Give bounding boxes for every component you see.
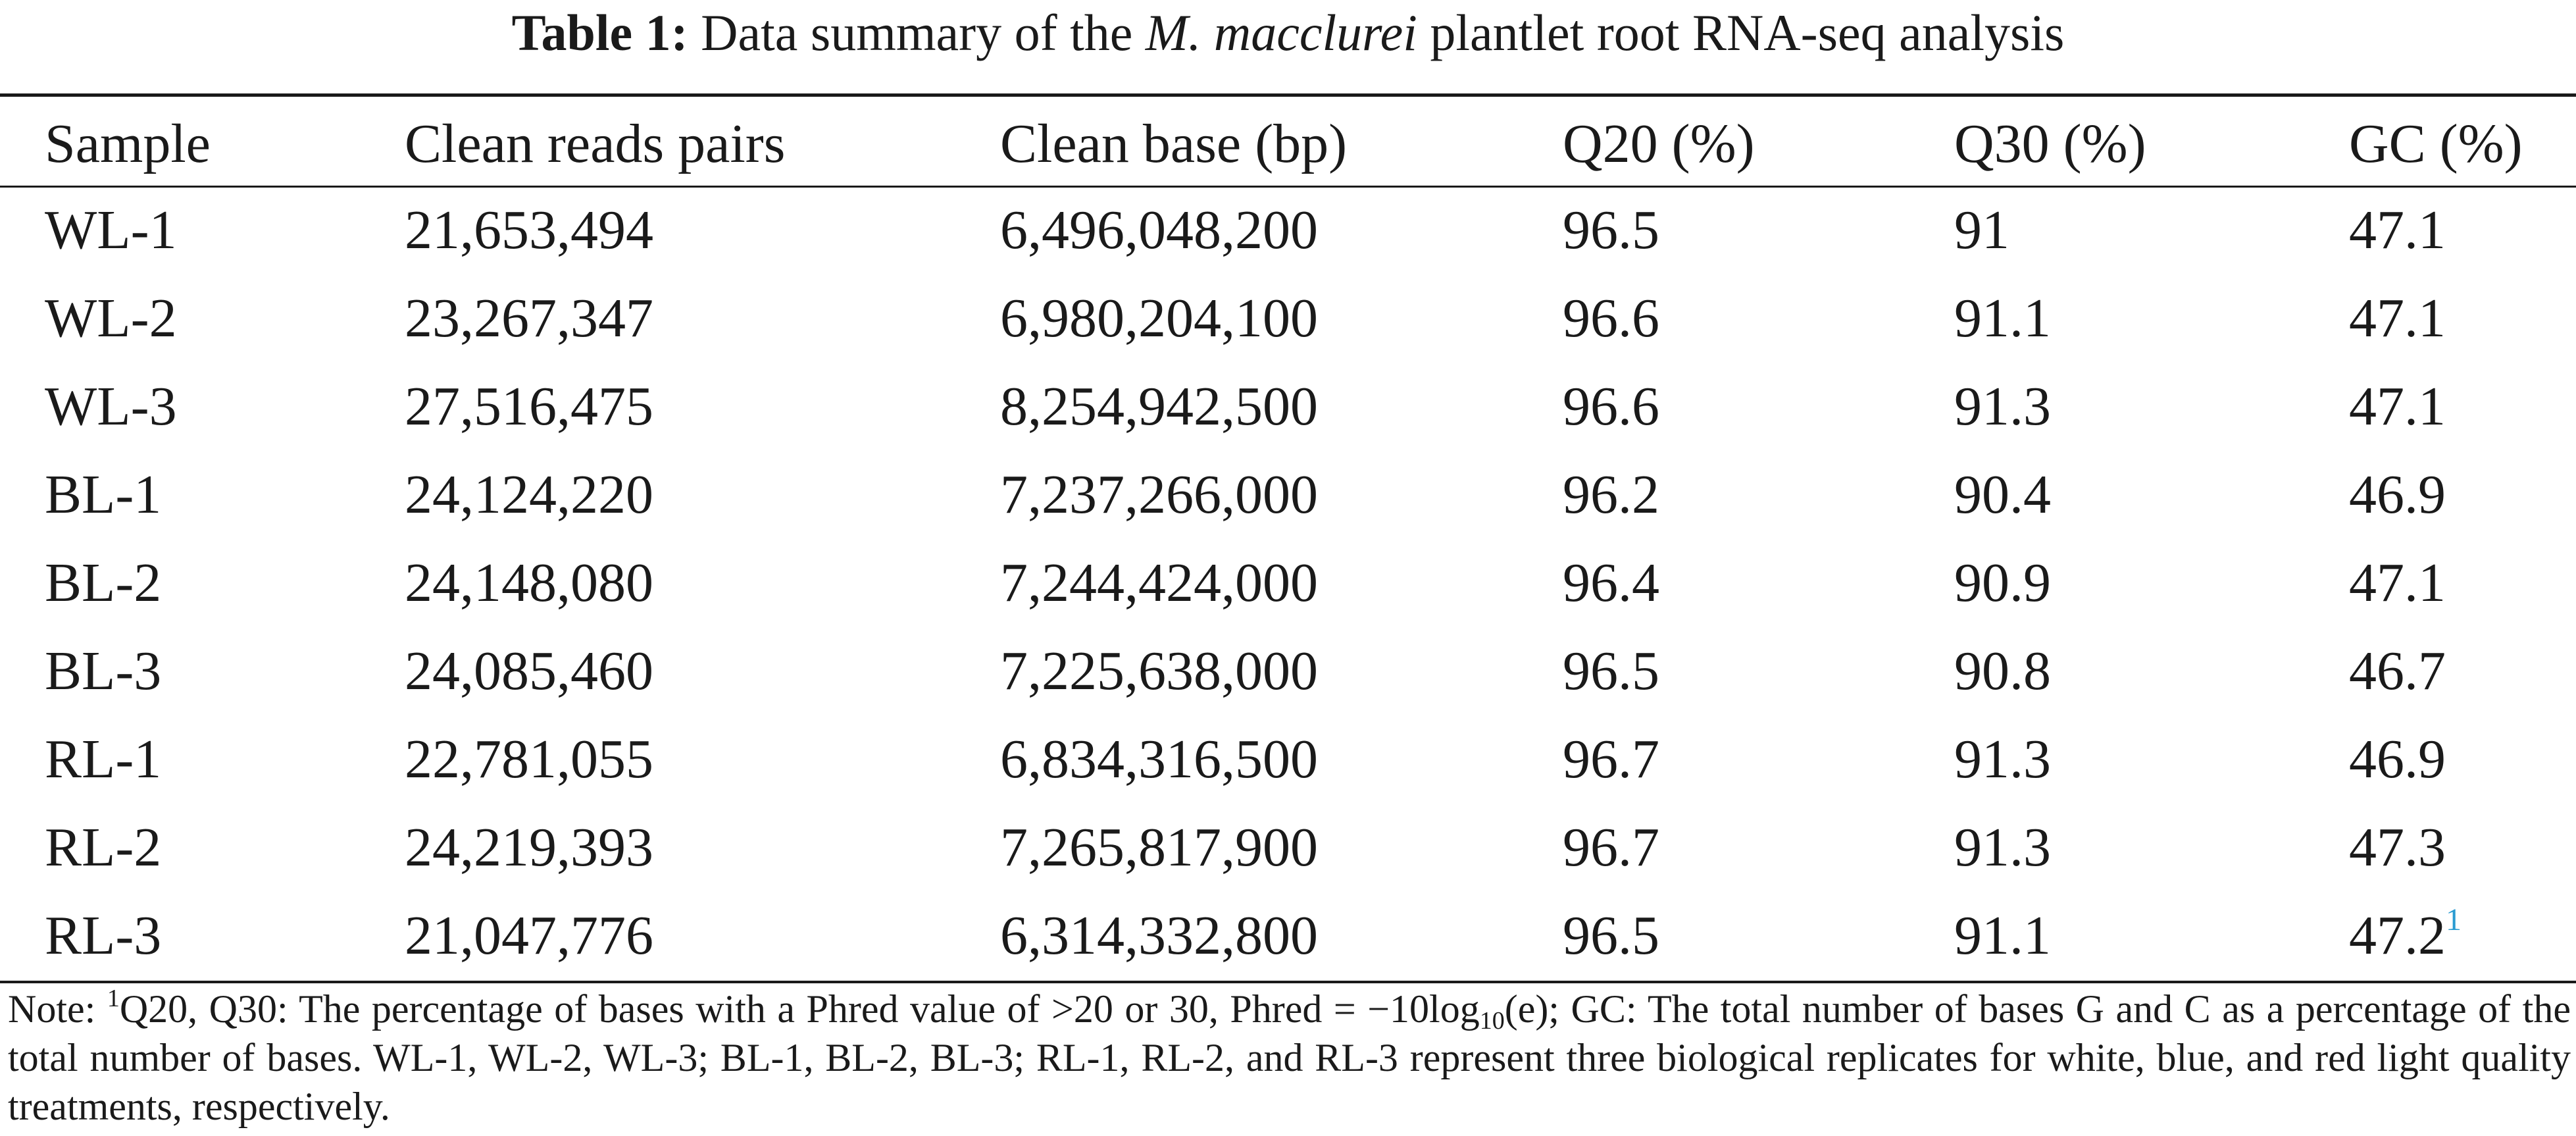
cell-q20: 96.5 <box>1563 640 1659 702</box>
table-bottom-rule <box>0 981 2576 983</box>
cell-clean-reads-pairs: 24,085,460 <box>405 640 653 702</box>
cell-q20: 96.4 <box>1563 552 1659 613</box>
cell-q30: 91.1 <box>1954 904 2051 966</box>
cell-sample: BL-2 <box>45 552 162 613</box>
cell-clean-reads-pairs: 24,148,080 <box>405 552 653 613</box>
table-header-row <box>0 101 2576 186</box>
header-q20: Q20 (%) <box>1563 113 1755 174</box>
cell-clean-reads-pairs: 21,653,494 <box>405 199 653 261</box>
cell-q20: 96.6 <box>1563 375 1659 437</box>
caption-text-after: plantlet root RNA-seq analysis <box>1430 4 2065 61</box>
table-row <box>0 362 2576 450</box>
cell-q20: 96.5 <box>1563 199 1659 261</box>
data-summary-table <box>0 101 2576 979</box>
cell-gc: 46.9 <box>2349 463 2446 525</box>
header-gc: GC (%) <box>2349 113 2523 174</box>
cell-q30: 91 <box>1954 199 2009 261</box>
cell-gc: 47.1 <box>2349 287 2446 349</box>
header-sample: Sample <box>45 113 211 174</box>
cell-sample: RL-2 <box>45 816 162 878</box>
cell-sample: WL-1 <box>45 199 177 261</box>
cell-gc: 46.7 <box>2349 640 2446 702</box>
table-row <box>0 186 2576 274</box>
cell-sample: RL-3 <box>45 904 162 966</box>
cell-q20: 96.7 <box>1563 728 1659 790</box>
cell-clean-reads-pairs: 24,219,393 <box>405 816 653 878</box>
cell-q30: 90.8 <box>1954 640 2051 702</box>
cell-q30: 91.3 <box>1954 728 2051 790</box>
caption-label: Table 1: <box>511 4 688 61</box>
cell-clean-base: 6,834,316,500 <box>1000 728 1318 790</box>
table-caption <box>0 0 2576 79</box>
cell-q30: 90.4 <box>1954 463 2051 525</box>
cell-gc: 47.1 <box>2349 375 2446 437</box>
table-row <box>0 627 2576 715</box>
cell-gc <box>2349 891 2576 979</box>
cell-clean-base: 6,980,204,100 <box>1000 287 1318 349</box>
table-row <box>0 274 2576 362</box>
cell-clean-reads-pairs: 22,781,055 <box>405 728 653 790</box>
caption-text-before: Data summary of the <box>701 4 1133 61</box>
cell-clean-base: 7,225,638,000 <box>1000 640 1318 702</box>
cell-clean-base: 6,496,048,200 <box>1000 199 1318 261</box>
table-row <box>0 891 2576 979</box>
cell-q20: 96.6 <box>1563 287 1659 349</box>
table-row <box>0 538 2576 627</box>
table-row <box>0 715 2576 803</box>
cell-sample: BL-3 <box>45 640 162 702</box>
table-row <box>0 803 2576 891</box>
header-clean-reads-pairs: Clean reads pairs <box>405 113 786 174</box>
cell-q20: 96.7 <box>1563 816 1659 878</box>
cell-gc-value: 47.2 <box>2349 904 2446 966</box>
table-note <box>8 985 2571 1131</box>
table-top-rule <box>0 93 2576 97</box>
cell-clean-reads-pairs: 27,516,475 <box>405 375 653 437</box>
cell-clean-reads-pairs: 23,267,347 <box>405 287 653 349</box>
cell-q20: 96.2 <box>1563 463 1659 525</box>
cell-sample: RL-1 <box>45 728 162 790</box>
cell-clean-base: 8,254,942,500 <box>1000 375 1318 437</box>
note-footnote-marker: 1 <box>107 985 120 1012</box>
cell-sample: WL-2 <box>45 287 177 349</box>
cell-gc: 47.3 <box>2349 816 2446 878</box>
cell-clean-base: 7,265,817,900 <box>1000 816 1318 878</box>
cell-gc: 47.1 <box>2349 552 2446 613</box>
cell-clean-base: 7,244,424,000 <box>1000 552 1318 613</box>
cell-gc: 46.9 <box>2349 728 2446 790</box>
note-text-part2: (e); GC: The total number of bases G and C as a percentage of the total number of bases. WL-1, WL-2, WL-3; BL-1, BL-2, BL-3; RL-1, RL-2, and RL-3 represent three biological replicates for white, blue, and red light quality treatments, respectively. <box>8 987 2571 1128</box>
table-row <box>0 450 2576 538</box>
note-lead: Note: <box>8 987 107 1031</box>
cell-clean-reads-pairs: 24,124,220 <box>405 463 653 525</box>
note-log-subscript: 10 <box>1479 1007 1505 1035</box>
note-text-part1: Q20, Q30: The percentage of bases with a Phred value of >20 or 30, Phred = −10log <box>119 987 1480 1031</box>
footnote-reference-link[interactable]: 1 <box>2446 902 2462 937</box>
cell-sample: WL-3 <box>45 375 177 437</box>
header-clean-base: Clean base (bp) <box>1000 113 1348 174</box>
cell-sample: BL-1 <box>45 463 162 525</box>
cell-q20: 96.5 <box>1563 904 1659 966</box>
cell-clean-reads-pairs: 21,047,776 <box>405 904 653 966</box>
cell-clean-base: 7,237,266,000 <box>1000 463 1318 525</box>
cell-q30: 91.3 <box>1954 816 2051 878</box>
cell-q30: 91.1 <box>1954 287 2051 349</box>
cell-q30: 91.3 <box>1954 375 2051 437</box>
caption-species: M. macclurei <box>1145 4 1417 61</box>
cell-clean-base: 6,314,332,800 <box>1000 904 1318 966</box>
cell-gc: 47.1 <box>2349 199 2446 261</box>
cell-q30: 90.9 <box>1954 552 2051 613</box>
header-q30: Q30 (%) <box>1954 113 2146 174</box>
